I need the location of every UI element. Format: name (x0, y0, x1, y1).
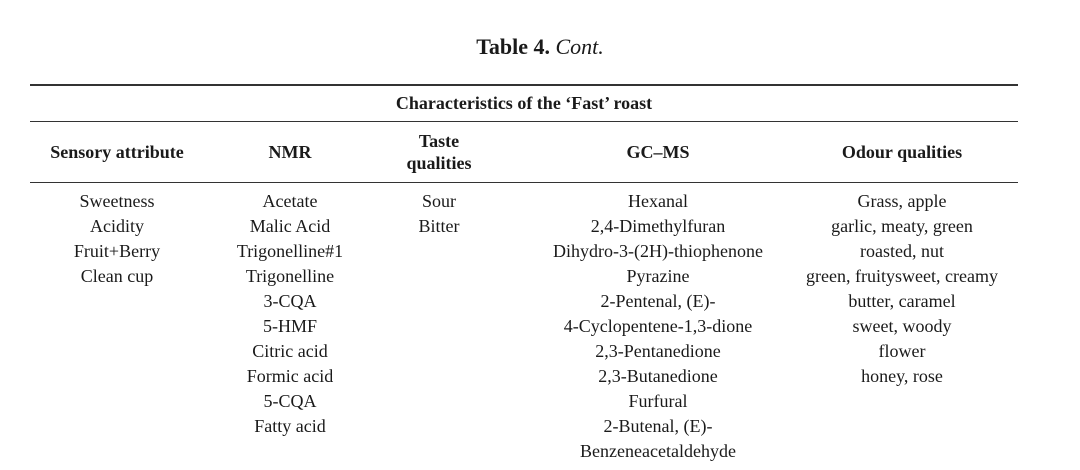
header-gc-ms: GC–MS (626, 142, 690, 162)
table-cell: 2,4-Dimethylfuran (590, 216, 726, 236)
table-cell: 2,3-Pentanedione (595, 341, 721, 361)
table-cell: Dihydro-3-(2H)-thiophenone (553, 241, 763, 261)
table-cell: Trigonelline (245, 266, 335, 286)
table-cell: 4-Cyclopentene-1,3-dione (563, 316, 753, 336)
table-cell: Clean cup (80, 266, 154, 286)
table-cell: sweet, woody (852, 316, 952, 336)
table-cell: 2,3-Butanedione (598, 366, 718, 386)
sensory-attribute-column (30, 190, 204, 290)
header-sensory-attribute: Sensory attribute (50, 142, 184, 162)
table-cell: Fatty acid (254, 416, 326, 436)
taste-qualities-column (376, 190, 502, 240)
section-rule (30, 121, 1018, 122)
table-cell: green, fruitysweet, creamy (806, 266, 998, 286)
header-rule (30, 182, 1018, 183)
table-cell: butter, caramel (848, 291, 956, 311)
table-cell: Benzeneacetaldehyde (580, 441, 736, 461)
table-cell: Furfural (628, 391, 688, 411)
table-label: Table 4. (476, 34, 550, 59)
table-cell: 5-CQA (263, 391, 317, 411)
table-cell: Hexanal (628, 191, 688, 211)
table-cell: Fruit+Berry (73, 241, 161, 261)
top-rule (30, 84, 1018, 86)
table-cell: flower (878, 341, 926, 361)
table-cell: honey, rose (861, 366, 943, 386)
gc-ms-column (502, 190, 814, 465)
table-cell: Grass, apple (857, 191, 947, 211)
table-cell: Sour (421, 191, 456, 211)
table-cell: 2-Butenal, (E)- (603, 416, 713, 436)
table-caption (0, 34, 1080, 60)
table-cell: Formic acid (246, 366, 334, 386)
table-continuation: Cont. (555, 34, 604, 59)
table-cell: Trigonelline#1 (236, 241, 344, 261)
table-cell: Pyrazine (626, 266, 690, 286)
table-cell: 2-Pentenal, (E)- (600, 291, 716, 311)
header-odour-qualities: Odour qualities (841, 142, 963, 162)
table-cell: roasted, nut (860, 241, 944, 261)
table-cell: Bitter (418, 216, 460, 236)
section-title: Characteristics of the ‘Fast’ roast (395, 93, 653, 113)
odour-qualities-column (794, 190, 1010, 390)
table-cell: Citric acid (252, 341, 328, 361)
table-cell: 5-HMF (262, 316, 317, 336)
header-nmr: NMR (268, 142, 312, 162)
nmr-column (204, 190, 376, 440)
header-taste-qualities: Taste qualities (406, 131, 472, 173)
table-cell: garlic, meaty, green (831, 216, 973, 236)
table-cell: Malic Acid (249, 216, 331, 236)
table-cell: Acetate (262, 191, 318, 211)
table-cell: Acidity (90, 216, 144, 236)
table-cell: Sweetness (79, 191, 155, 211)
table-cell: 3-CQA (263, 291, 317, 311)
